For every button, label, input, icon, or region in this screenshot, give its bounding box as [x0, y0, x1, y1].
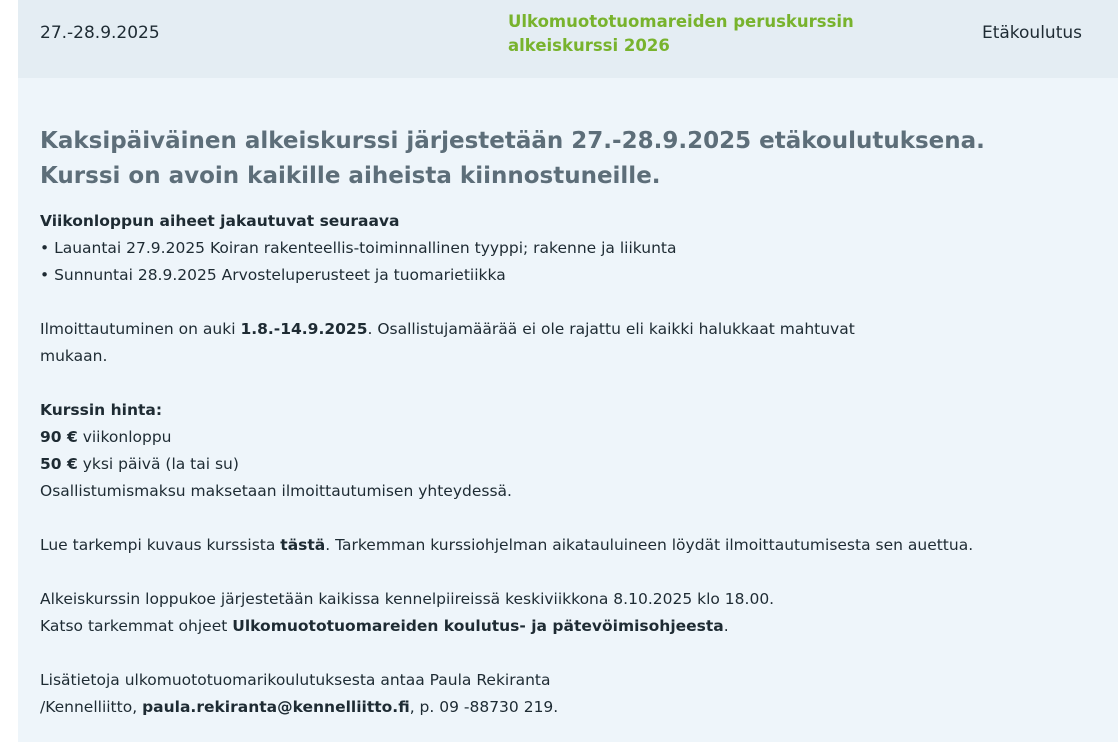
registration-text-line-2: mukaan.: [40, 347, 108, 365]
lead-line-1: Kaksipäiväinen alkeiskurssi järjestetään 27.-28.9.2025 etäkoulutuksena.: [40, 128, 985, 154]
event-header: [18, 0, 1118, 78]
price-weekend: 90 € viikonloppu: [40, 428, 172, 446]
price-weekend-amount: 90 €: [40, 428, 78, 446]
price-single-day: 50 € yksi päivä (la tai su): [40, 455, 239, 473]
event-description: [40, 124, 1040, 721]
training-guide-link[interactable]: Ulkomuototuomareiden koulutus- ja pätevöimisohjeesta: [232, 617, 724, 635]
price-single-day-amount: 50 €: [40, 455, 78, 473]
contact-text-line-2: /Kennelliitto, paula.rekiranta@kennelliitto.fi, p. 09 -88730 219.: [40, 698, 559, 716]
topics-heading: Viikonloppun aiheet jakautuvat seuraava: [40, 212, 400, 230]
description-text: Lue tarkempi kuvaus kurssista tästä. Tarkemman kurssiohjelman aikatauluineen löydät ilmoittautumisesta sen auettua.: [40, 536, 974, 554]
course-description-link[interactable]: tästä: [280, 536, 326, 554]
registration-dates: 1.8.-14.9.2025: [240, 320, 368, 338]
topic-sunday: • Sunnuntai 28.9.2025 Arvosteluperusteet ja tuomarietiikka: [40, 266, 506, 284]
event-panel: [18, 0, 1118, 742]
topic-saturday: • Lauantai 27.9.2025 Koiran rakenteellis-toiminnallinen tyyppi; rakenne ja liikunta: [40, 239, 677, 257]
event-title-link[interactable]: Ulkomuototuomareiden peruskurssin alkeiskurssi 2026: [508, 12, 854, 55]
contact-email-link[interactable]: paula.rekiranta@kennelliitto.fi: [142, 698, 410, 716]
registration-text: Ilmoittautuminen on auki 1.8.-14.9.2025. Osallistujamäärää ei ole rajattu eli kaikki halukkaat mahtuvat: [40, 320, 855, 338]
price-heading: Kurssin hinta:: [40, 401, 163, 419]
guide-text: Katso tarkemmat ohjeet Ulkomuototuomareiden koulutus- ja pätevöimisohjeesta.: [40, 617, 729, 635]
lead-line-2: Kurssi on avoin kaikille aiheista kiinnostuneille.: [40, 163, 661, 189]
price-note: Osallistumismaksu maksetaan ilmoittautumisen yhteydessä.: [40, 482, 512, 500]
event-type: Etäkoulutus: [981, 23, 1082, 43]
contact-text: Lisätietoja ulkomuototuomarikoulutuksesta antaa Paula Rekiranta: [40, 671, 551, 689]
lead-heading: [40, 124, 1020, 194]
event-date: 27.-28.9.2025: [40, 23, 160, 43]
exam-text: Alkeiskurssin loppukoe järjestetään kaikissa kennelpiireissä keskiviikkona 8.10.2025 klo 18.00.: [40, 590, 775, 608]
